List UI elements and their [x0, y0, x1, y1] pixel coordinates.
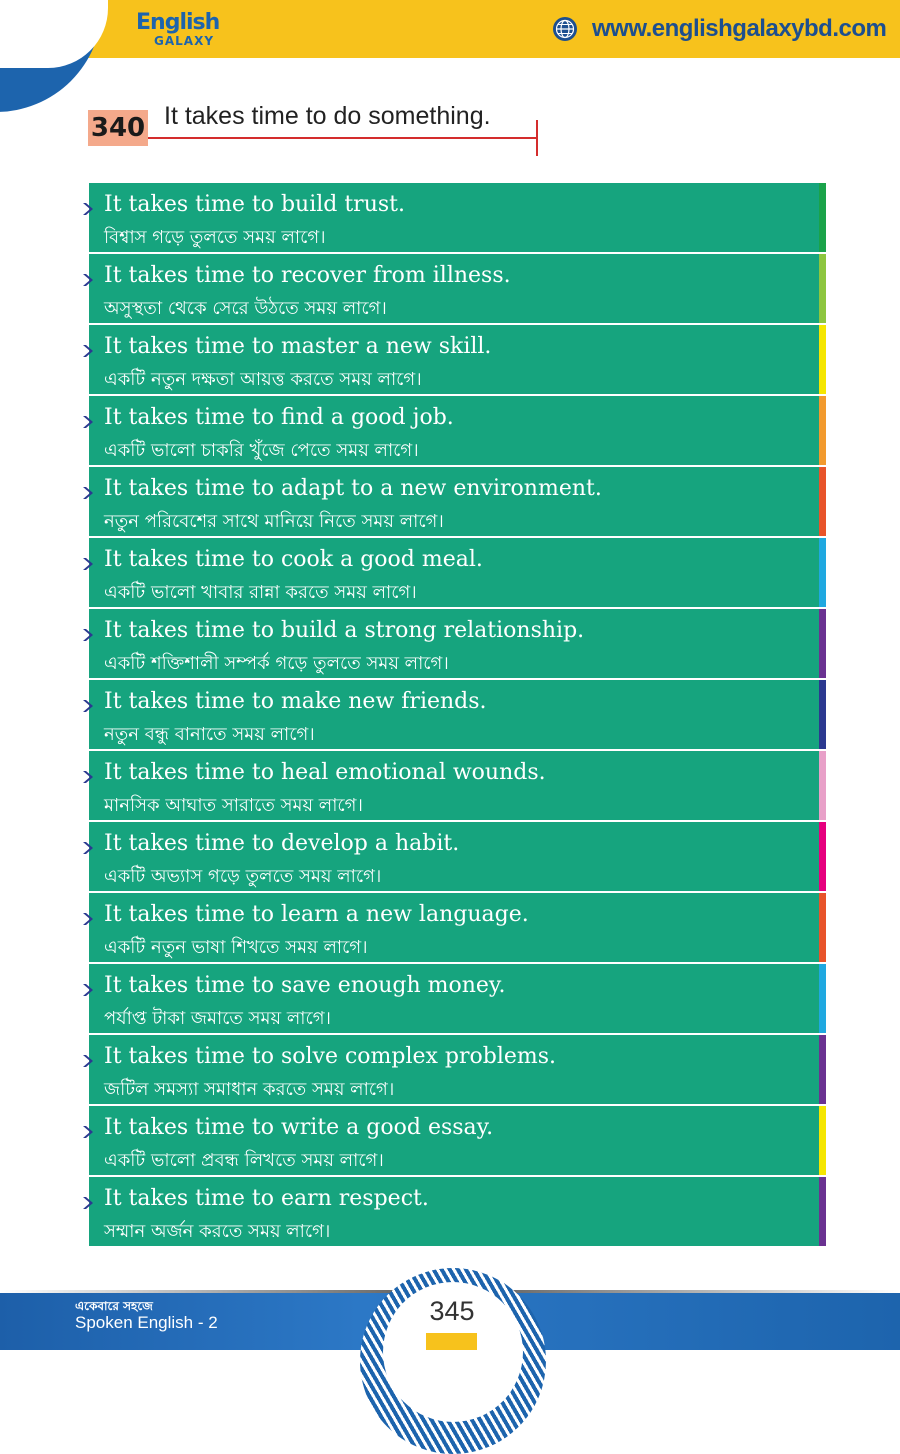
sentence-bengali: জটিল সমস্যা সমাধান করতে সময় লাগে। — [104, 1079, 395, 1100]
chevron-right-icon — [81, 983, 95, 997]
sentence-english: It takes time to adapt to a new environment. — [104, 476, 602, 501]
sentence-bengali: একটি নতুন ভাষা শিখতে সময় লাগে। — [104, 937, 368, 958]
footer-series-title: Spoken English - 2 — [75, 1313, 218, 1332]
chevron-right-icon — [81, 273, 95, 287]
row-accent-bar — [819, 254, 826, 323]
chevron-right-icon — [81, 344, 95, 358]
sentence-list — [89, 183, 826, 1248]
sentence-bengali: একটি ভালো চাকরি খুঁজে পেতে সময় লাগে। — [104, 440, 419, 461]
sentence-row — [89, 538, 826, 607]
chevron-right-icon — [81, 486, 95, 500]
chevron-right-icon — [81, 699, 95, 713]
page-number-tab — [426, 1333, 477, 1350]
sentence-english: It takes time to save enough money. — [104, 973, 506, 998]
sentence-row — [89, 964, 826, 1033]
footer-series-bn: একেবারে সহজে — [75, 1299, 153, 1313]
chevron-right-icon — [81, 1196, 95, 1210]
logo-line-2: GALAXY — [154, 34, 215, 48]
row-accent-bar — [819, 467, 826, 536]
row-accent-bar — [819, 1035, 826, 1104]
row-accent-bar — [819, 964, 826, 1033]
sentence-english: It takes time to develop a habit. — [104, 831, 460, 856]
sentence-english: It takes time to build a strong relationship. — [104, 618, 585, 643]
sentence-row — [89, 1035, 826, 1104]
section-number: 340 — [88, 110, 148, 146]
chevron-right-icon — [81, 770, 95, 784]
sentence-bengali: একটি ভালো প্রবন্ধ লিখতে সময় লাগে। — [104, 1150, 384, 1171]
sentence-english: It takes time to make new friends. — [104, 689, 487, 714]
chevron-right-icon — [81, 1125, 95, 1139]
row-accent-bar — [819, 1106, 826, 1175]
chevron-right-icon — [81, 202, 95, 216]
sentence-english: It takes time to recover from illness. — [104, 263, 511, 288]
sentence-bengali: একটি শক্তিশালী সম্পর্ক গড়ে তুলতে সময় লাগে। — [104, 653, 449, 674]
sentence-english: It takes time to find a good job. — [104, 405, 454, 430]
section-heading: It takes time to do something. — [164, 102, 491, 130]
sentence-row — [89, 1177, 826, 1246]
chevron-right-icon — [81, 557, 95, 571]
section-title — [88, 100, 548, 160]
sentence-english: It takes time to build trust. — [104, 192, 405, 217]
sentence-row — [89, 325, 826, 394]
sentence-bengali: নতুন পরিবেশের সাথে মানিয়ে নিতে সময় লাগে। — [104, 511, 444, 532]
sentence-bengali: বিশ্বাস গড়ে তুলতে সময় লাগে। — [104, 227, 326, 248]
logo-line-1: English — [136, 10, 220, 35]
row-accent-bar — [819, 538, 826, 607]
row-accent-bar — [819, 609, 826, 678]
sentence-row — [89, 467, 826, 536]
row-accent-bar — [819, 822, 826, 891]
row-accent-bar — [819, 396, 826, 465]
website-url: www.englishgalaxybd.com — [592, 15, 887, 42]
sentence-bengali: একটি ভালো খাবার রান্না করতে সময় লাগে। — [104, 582, 417, 603]
sentence-bengali: অসুস্থতা থেকে সেরে উঠতে সময় লাগে। — [104, 298, 387, 319]
sentence-row — [89, 1106, 826, 1175]
sentence-row — [89, 893, 826, 962]
sentence-row — [89, 751, 826, 820]
sentence-row — [89, 680, 826, 749]
chevron-right-icon — [81, 628, 95, 642]
sentence-english: It takes time to learn a new language. — [104, 902, 529, 927]
sentence-english: It takes time to cook a good meal. — [104, 547, 483, 572]
website-link[interactable] — [552, 13, 886, 45]
row-accent-bar — [819, 680, 826, 749]
sentence-english: It takes time to heal emotional wounds. — [104, 760, 546, 785]
sentence-english: It takes time to write a good essay. — [104, 1115, 494, 1140]
sentence-bengali: একটি অভ্যাস গড়ে তুলতে সময় লাগে। — [104, 866, 382, 887]
page-number: 345 — [429, 1296, 475, 1326]
sentence-english: It takes time to master a new skill. — [104, 334, 492, 359]
chevron-right-icon — [81, 912, 95, 926]
title-underline — [148, 137, 538, 139]
sentence-bengali: মানসিক আঘাত সারাতে সময় লাগে। — [104, 795, 363, 816]
sentence-english: It takes time to solve complex problems. — [104, 1044, 557, 1069]
row-accent-bar — [819, 893, 826, 962]
row-accent-bar — [819, 325, 826, 394]
sentence-bengali: একটি নতুন দক্ষতা আয়ত্ত করতে সময় লাগে। — [104, 369, 422, 390]
sentence-row — [89, 396, 826, 465]
chevron-right-icon — [81, 415, 95, 429]
sentence-row — [89, 254, 826, 323]
sentence-bengali: নতুন বন্ধু বানাতে সময় লাগে। — [104, 724, 315, 745]
sentence-row — [89, 183, 826, 252]
row-accent-bar — [819, 1177, 826, 1246]
english-galaxy-logo — [136, 10, 222, 50]
globe-icon — [552, 16, 578, 42]
row-accent-bar — [819, 751, 826, 820]
sentence-bengali: পর্যাপ্ত টাকা জমাতে সময় লাগে। — [104, 1008, 331, 1029]
sentence-english: It takes time to earn respect. — [104, 1186, 429, 1211]
sentence-row — [89, 609, 826, 678]
row-accent-bar — [819, 183, 826, 252]
chevron-right-icon — [81, 1054, 95, 1068]
sentence-row — [89, 822, 826, 891]
title-end-mark — [536, 120, 538, 156]
sentence-bengali: সম্মান অর্জন করতে সময় লাগে। — [104, 1221, 331, 1242]
chevron-right-icon — [81, 841, 95, 855]
